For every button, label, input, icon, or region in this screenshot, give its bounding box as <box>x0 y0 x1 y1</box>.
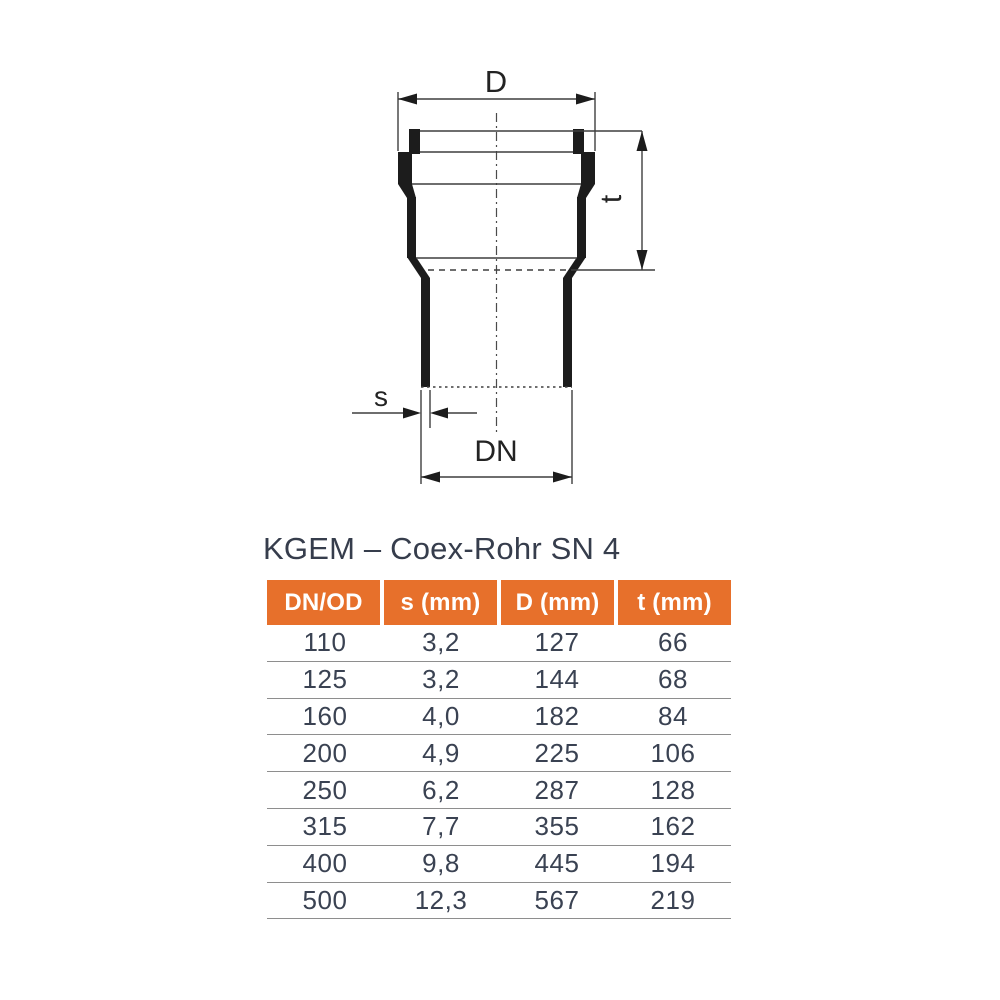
table-cell: 160 <box>302 700 348 731</box>
product-title: KGEM – Coex-Rohr SN 4 <box>263 531 621 566</box>
table-cell: 7,7 <box>422 811 460 842</box>
table-cell: 4,9 <box>422 737 460 768</box>
table-cell: 315 <box>302 811 348 842</box>
table-cell: 219 <box>650 884 696 915</box>
arrowhead-icon <box>637 250 648 270</box>
table-cell: 125 <box>302 664 348 695</box>
arrowhead-icon <box>398 94 417 105</box>
table-header-cell: DN/OD <box>267 580 380 625</box>
table-cell: 144 <box>534 664 580 695</box>
table-cell: 6,2 <box>422 774 460 805</box>
table-row <box>267 809 731 846</box>
table-row <box>267 735 731 772</box>
table-cell: 106 <box>650 737 696 768</box>
table-cell: 4,0 <box>422 700 460 731</box>
table-row <box>267 662 731 699</box>
dimension-label-dn: DN <box>474 435 518 468</box>
table-cell: 127 <box>534 627 580 658</box>
dimension-label-t: t <box>595 194 628 204</box>
table-row <box>267 625 731 662</box>
table-header-cell: t (mm) <box>618 580 731 625</box>
table-cell: 110 <box>303 627 347 658</box>
arrowhead-icon <box>576 94 595 105</box>
table-cell: 400 <box>302 848 348 879</box>
table-header-cell: s (mm) <box>384 580 497 625</box>
dimensions-table <box>267 580 731 919</box>
table-row <box>267 772 731 809</box>
table-row <box>267 846 731 883</box>
table-header-row <box>267 580 731 625</box>
arrowhead-icon <box>637 131 648 151</box>
dimension-label-d: D <box>484 64 508 99</box>
table-cell: 355 <box>534 811 580 842</box>
table-cell: 182 <box>534 700 580 731</box>
table-cell: 3,2 <box>422 664 460 695</box>
table-cell: 66 <box>658 627 688 658</box>
dimension-t <box>595 131 648 270</box>
table-cell: 9,8 <box>422 848 460 879</box>
table-cell: 287 <box>534 774 580 805</box>
arrowhead-icon <box>421 472 440 483</box>
table-cell: 128 <box>650 774 696 805</box>
dimension-dn <box>421 435 572 483</box>
construction-lines <box>412 131 655 484</box>
table-cell: 194 <box>650 848 696 879</box>
table-cell: 250 <box>302 774 348 805</box>
table-cell: 567 <box>534 884 580 915</box>
table-cell: 3,2 <box>422 627 460 658</box>
table-cell: 445 <box>534 848 580 879</box>
table-row <box>267 883 731 920</box>
table-cell: 162 <box>650 811 696 842</box>
table-cell: 68 <box>658 664 688 695</box>
table-header-cell: D (mm) <box>501 580 614 625</box>
table-cell: 12,3 <box>414 884 468 915</box>
arrowhead-icon <box>403 408 421 419</box>
arrowhead-icon <box>553 472 572 483</box>
table-cell: 200 <box>302 737 348 768</box>
table-row <box>267 699 731 736</box>
dimension-label-s: s <box>374 381 388 412</box>
arrowhead-icon <box>430 408 448 419</box>
table-cell: 500 <box>302 884 348 915</box>
table-cell: 84 <box>658 700 688 731</box>
table-cell: 225 <box>534 737 580 768</box>
